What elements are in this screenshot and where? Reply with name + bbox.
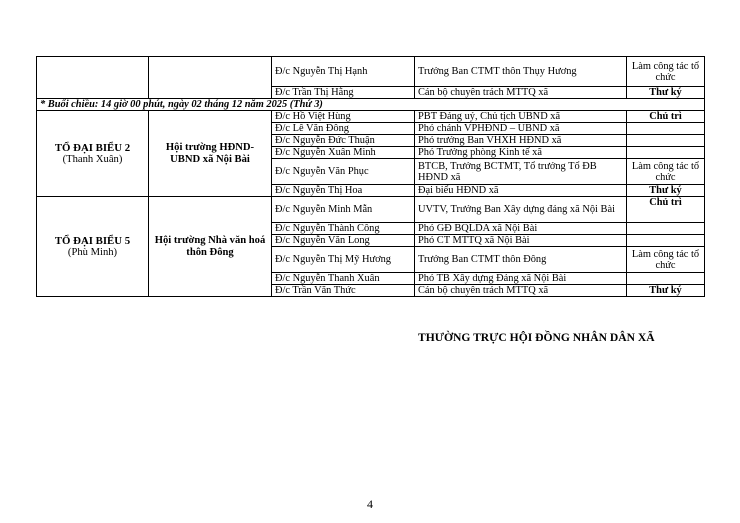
member-position: Cán bộ chuyên trách MTTQ xã: [415, 285, 627, 297]
group-cell-empty: [37, 57, 149, 99]
member-role: Làm công tác tổ chức: [627, 57, 705, 87]
delegate-schedule-table: [36, 56, 705, 297]
group-title: TỔ ĐẠI BIỂU 5: [54, 234, 131, 247]
member-role: Thư ký: [627, 285, 705, 297]
member-name: Đ/c Nguyễn Thị Hạnh: [272, 57, 415, 87]
member-position: Phó chánh VPHĐND – UBND xã: [415, 123, 627, 135]
member-role: [627, 223, 705, 235]
member-role: Làm công tác tổ chức: [627, 247, 705, 273]
member-position: PBT Đảng uỷ, Chủ tịch UBND xã: [415, 111, 627, 123]
member-name: Đ/c Trần Thị Hằng: [272, 87, 415, 99]
page-number: 4: [367, 497, 373, 511]
table-row: [37, 111, 705, 123]
member-position: Trưởng Ban CTMT thôn Đông: [415, 247, 627, 273]
member-role: Thư ký: [627, 185, 705, 197]
member-position: Đại biểu HĐND xã: [415, 185, 627, 197]
group-subtitle: (Thanh Xuân): [62, 153, 123, 165]
member-position: Trưởng Ban CTMT thôn Thụy Hương: [415, 57, 627, 87]
session-label: * Buổi chiều: 14 giờ 00 phút, ngày 02 tháng 12 năm 2025 (Thứ 3): [37, 99, 705, 111]
member-name: Đ/c Nguyễn Thanh Xuân: [272, 273, 415, 285]
venue-cell: Hội trường Nhà văn hoá thôn Đông: [149, 197, 272, 297]
member-role: [627, 123, 705, 135]
member-name: Đ/c Lê Văn Đông: [272, 123, 415, 135]
member-position: UVTV, Trưởng Ban Xây dựng đảng xã Nội Bài: [415, 197, 627, 223]
member-role: [627, 135, 705, 147]
table-row: [37, 57, 705, 87]
member-position: Phó CT MTTQ xã Nội Bài: [415, 235, 627, 247]
member-name: Đ/c Nguyễn Minh Mẫn: [272, 197, 415, 223]
member-position: Phó GĐ BQLDA xã Nội Bài: [415, 223, 627, 235]
session-row: [37, 99, 705, 111]
member-role: [627, 147, 705, 159]
table-row: [37, 197, 705, 223]
member-name: Đ/c Nguyễn Thành Công: [272, 223, 415, 235]
member-position: BTCB, Trưởng BCTMT, Tổ trưởng Tổ ĐB HĐND xã: [415, 159, 627, 185]
member-role: Thư ký: [627, 87, 705, 99]
venue-cell: Hội trường HĐND-UBND xã Nội Bài: [149, 111, 272, 197]
member-name: Đ/c Nguyễn Thị Mỹ Hương: [272, 247, 415, 273]
member-position: Phó Trưởng phòng Kinh tế xã: [415, 147, 627, 159]
member-position: Cán bộ chuyên trách MTTQ xã: [415, 87, 627, 99]
group-cell: [37, 111, 149, 197]
member-role: [627, 273, 705, 285]
group-title: TỔ ĐẠI BIỂU 2: [54, 141, 131, 154]
member-role: Chủ trì: [627, 197, 705, 223]
member-name: Đ/c Nguyễn Đức Thuận: [272, 135, 415, 147]
venue-cell-empty: [149, 57, 272, 99]
member-position: Phó TB Xây dựng Đảng xã Nội Bài: [415, 273, 627, 285]
member-role: Làm công tác tổ chức: [627, 159, 705, 185]
member-name: Đ/c Nguyễn Văn Long: [272, 235, 415, 247]
group-subtitle: (Phù Minh): [67, 246, 118, 258]
member-role: Chủ trì: [627, 111, 705, 123]
member-role: [627, 235, 705, 247]
member-name: Đ/c Nguyễn Xuân Minh: [272, 147, 415, 159]
member-name: Đ/c Nguyễn Văn Phục: [272, 159, 415, 185]
member-name: Đ/c Nguyễn Thị Hoa: [272, 185, 415, 197]
member-position: Phó trưởng Ban VHXH HĐND xã: [415, 135, 627, 147]
member-name: Đ/c Hồ Việt Hùng: [272, 111, 415, 123]
member-name: Đ/c Trần Văn Thức: [272, 285, 415, 297]
group-cell: [37, 197, 149, 297]
signature-title: THƯỜNG TRỰC HỘI ĐỒNG NHÂN DÂN XÃ: [418, 331, 655, 344]
